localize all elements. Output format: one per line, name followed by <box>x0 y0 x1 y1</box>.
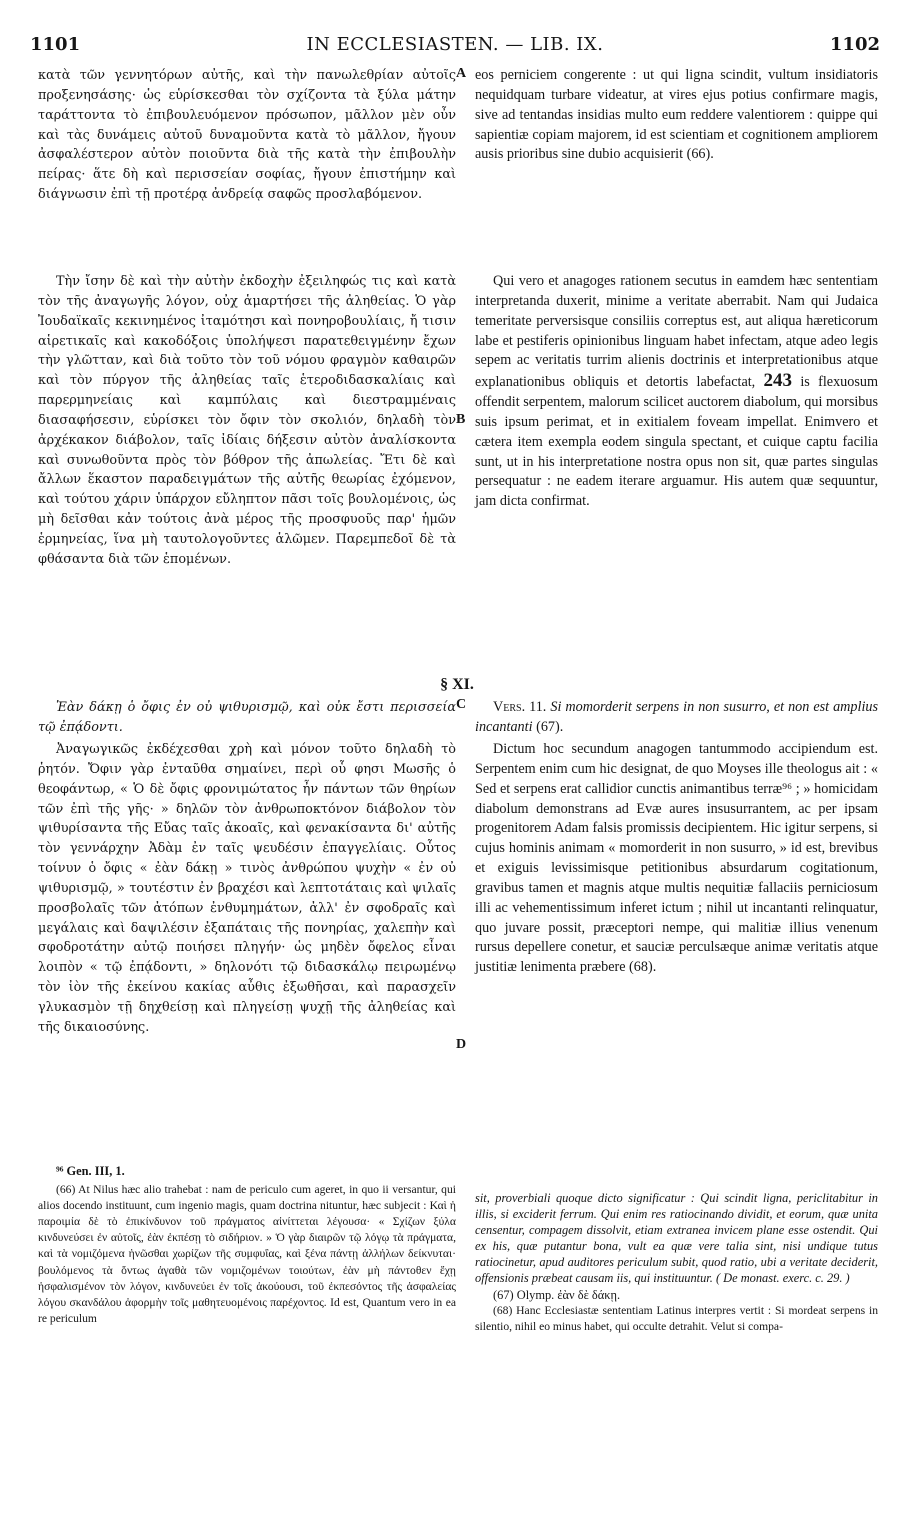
right-column-number: 1102 <box>829 34 880 55</box>
greek-text: Ἀναγωγικῶς ἐκδέχεσθαι χρὴ καὶ μόνον τοῦτο δηλαδὴ τὸ ῥητόν. Ὄφιν γὰρ ἐνταῦθα σημαίνει, περὶ οὗ φησι Μωσῆς ὁ θεοφάντωρ, « Ὁ δὲ ὄφις φρονιμώτατος ἦν πάντων τῶν θηρίων τῶν ἐπὶ τῆς γῆς· » δηλῶν τὸν ἀνθρωποκτόνον διάβολον τὸν ψιθυρίσαντα τῆς Εὔας ταῖς ἀκοαῖς, καὶ φενακίσαντα δι' αὐτῆς τὸν γεννάρχην Ἀδὰμ ἐν ταῖς ψευδέσιν ἐπαγγελίαις. Οὗτος τοίνυν ὁ ὄφις « ἐὰν δάκῃ » τινὸς ἀνθρώπου ψυχὴν « ἐν οὐ ψιθυρισμῷ, » τουτέστιν ἐν βραχέσι καὶ λεπτοτάταις καὶ ψιλαῖς προσβολαῖς τῶν ἀτόπων ἐνθυμημάτων, ἀλλ' ἐν σφοδραῖς καὶ μεγάλαις καὶ δαψιλέσιν ἐξαπάταις τῆς πονηρίας, χαλεπὴν καὶ σφοδροτάτην αὐτῷ ποιήσει πληγήν· ὡς μηδὲν ὄφελος εἶναι λοιπὸν « τῷ ἐπᾴδοντι, » δηλονότι τῷ διδασκάλῳ πειρωμένῳ τὸν ἰὸν τῆς ἐκείνου κακίας αὖθις ἐξωθῆσαι, καὶ παρασχεῖν γλυκασμὸν τῇ δηχθείσῃ καὶ πληγείσῃ ψυχῇ τῆς ἀληθείας καὶ τῆς δικαιοσύνης. <box>38 742 456 1035</box>
verse-label: Vers. 11. <box>493 699 547 715</box>
latin-paragraph-1 <box>475 66 878 165</box>
footnotes-right <box>475 1190 878 1335</box>
greek-paragraph-3 <box>38 740 456 1038</box>
latin-text: Qui vero et anagoges rationem secutus in eamdem hæc sententiam interpretanda duxerit, minime a veritate aberrabit. Nam qui Judaica temeritate perversisque consiliis correptus est, aut aliqua hæreticorum labe et pestiferis opinionibus linguam habet infectam, atque adeo legis sepem ac veritatis turrim alienis doctrinis et interpretationibus atque explanationibus obliquis et detortis labefactat, <box>475 273 878 391</box>
latin-paragraph-2 <box>475 272 878 512</box>
greek-paragraph-2 <box>38 272 456 570</box>
page-number-243: 243 <box>763 370 793 392</box>
greek-verse <box>38 698 456 738</box>
section-heading: § XI. <box>440 676 474 693</box>
margin-letter-b: B <box>456 412 466 427</box>
running-header <box>30 34 880 58</box>
greek-paragraph-1 <box>38 66 456 205</box>
footnote-66-continued: sit, proverbiali quoque dicto significatur : Qui scindit ligna, periclitabitur in illis, si exciderit ferrum. Qui enim res ratiocinando dividit, et eorum, quæ unita censentur, compagem dissolvit, etiam extranea invicem plane esse ostendit. Qui ex his, quæ putantur bona, vult ea quæ vere talia sint, nisi undique tutus ratiocinetur, apud auditores periculum subit, quod ratio, ubi a veritate deciderit, offensionis præbeat causam iis, qui instituuntur. ( De monast. exerc. c. 29. ) <box>475 1191 878 1286</box>
footnote-96: ⁹⁶ Gen. III, 1. <box>56 1164 125 1178</box>
verse-text: Si momorderit serpens in non susurro, et non est amplius incantanti <box>475 699 879 735</box>
greek-text: κατὰ τῶν γεννητόρων αὐτῆς, καὶ τὴν πανωλεθρίαν αὐτοῖς προξενησάσης· ὡς εὑρίσκεσθαι τὸν σχίζοντα τὰ ξύλα μάτην ταράττοντα τὸ ἐπιβουλευόμενον πρόσωπον, μᾶλλον μὲν οὖν καὶ τὰς δυνάμεις αὐτοῦ δυναμοῦντα κατὰ τὸ μᾶλλον, ἤγουν ἀσφαλέστερον αὐτὸν ποιοῦντα διὰ τῆς κατὰ τὴν ἐπιβουλὴν πείρας· ἅτε δὴ καὶ περισσείαν σοφίας, ἤγουν ἐπιστήμην καὶ διάγνωσιν ἐπὶ τῇ προτέρᾳ ἀνδρείᾳ σαφῶς προσλαβόμενον. <box>38 68 456 203</box>
footnote-67: (67) Olymp. ἐὰν δὲ δάκῃ. <box>493 1287 621 1302</box>
margin-letter-d: D <box>456 1037 467 1052</box>
latin-text: Dictum hoc secundum anagogen tantummodo accipiendum est. Serpentem enim cum hic designat, de quo Moyses ille theologus ait : « Sed et serpens erat callidior cunctis animantibus terræ⁹⁶ ; » homicidam diabolum demonstrans ad Evæ aures insusurrantem, ac per ipsam progenitorem Adam falsis promissis decipientem. Hic igitur serpens, si cujus hominis animam « momorderit in non susurro, » id est, brevibus et exiguis levissimisque petitionibus absurdarum cogitationum, gravibus tamen et magnis atque multis nequitiæ fallaciis perniciosum illi ac vehementissimum inferet ictum ; nihil ut incantanti relinquatur, quo juvare possit, præceptori nempe, qui malitiæ illius venenum rursus depellere conetur, et sauciæ perculsæque animæ veritatis atque justitiæ lenimenta præbere (68). <box>475 741 878 976</box>
verse-note-ref: (67). <box>536 718 564 735</box>
margin-letter-a: A <box>456 66 467 81</box>
latin-verse <box>475 698 878 738</box>
latin-text: is flexuosum offendit serpentem, malorum scilicet auctorem diabolum, qui morsibus suis ipsum perimat, et in exitialem foveam impellat. Enimvero et cætera item exempla eodem singula spectant, et cuique captu facilia sunt, ut in his interpretatione nostra opus non sit, quæ partes singulas persequatur : ne eadem iterare arguamur. His autem quæ sequuntur, jam dicta confirmat. <box>475 374 879 510</box>
verse-text: Ἐὰν δάκῃ ὁ ὄφις ἐν οὐ ψιθυρισμῷ, καὶ οὐκ ἔστι περισσεία τῷ ἐπᾴδοντι. <box>38 700 456 735</box>
margin-letter-c: C <box>456 697 467 712</box>
left-column-number: 1101 <box>30 34 81 55</box>
footnotes-left <box>38 1163 456 1327</box>
running-title: IN ECCLESIASTEN. — LIB. IX. <box>306 34 604 55</box>
footnote-66: (66) At Nilus hæc alio trahebat : nam de periculo cum ageret, in quo ii versantur, qui alios docendo instituunt, cum ingenio magis, quam doctrina nituntur, hæc subjecit : Καὶ ἡ παροιμία δὲ τὸ ἐπικίνδυνον τοῦ πράγματος αἰνίττεται λέγουσα· « Σχίζων ξύλα κινδυνεύσει ἐν αὐτοῖς, ἐὰν ἐκπέσῃ τὸ σιδήριον. » Ὁ γὰρ διαιρῶν τῷ λόγῳ τὰ πράγματα, καὶ τὰ νομιζόμενα ἡνῶσθαι χωρίζων τῆς συμφυΐας, καὶ ξένα πάντῃ ἀλλήλων δείκνυται· βουλόμενος τὰ ὄντως ἀγαθὰ τῶν νομιζομένων τοιούτων, ἐὰν μὴ πάντοθεν ἔχῃ ἠσφαλισμένον τὸν λόγον, κινδυνεύει ἐν τοῖς ἀκούουσι, τοῦ ἐκπεσόντος τῆς ἀσφαλείας λόγου σκανδάλου ἀφορμὴν τοῖς μαθητευομένοις παρέχοντος. Id est, Quantum vero in ea re periculum <box>38 1183 456 1325</box>
latin-paragraph-3 <box>475 740 878 978</box>
greek-text: Τὴν ἴσην δὲ καὶ τὴν αὐτὴν ἐκδοχὴν ἐξειληφώς τις καὶ κατὰ τὸν τῆς ἀναγωγῆς λόγον, οὐχ ἁμαρτήσει τῆς ἀληθείας. Ὁ γὰρ Ἰουδαϊκαῖς κεκινημένος ἰταμότησι καὶ πονηροβουλίαις, ἤ τισιν αἱρετικαῖς καὶ κακοδόξοις ὑπολήψεσι παρατεθειγμένην ἔχων τὴν γλῶτταν, καὶ διὰ τοῦτο τὸν τοῦ νόμου φραγμὸν καθαιρῶν καὶ τὸν πύργον τῆς ἀληθείας ταῖς ἑτεροδιδασκαλίαις καὶ παρερμηνείαις καὶ καμπύλαις καὶ διεστραμμέναις διασαφήσεσιν, εὑρίσκει τὸν ὄφιν τὸν σκολιόν, δηλαδὴ τὸν ἀρχέκακον διάβολον, ταῖς ἰδίαις δήξεσιν αὐτὸν ἀναλίσκοντα καὶ συνωθοῦντα πρὸς τὸν βόθρον τῆς ἀπωλείας. Ἔτι δὲ καὶ ἄλλων ἕκαστον παραδειγμάτων τῆς αὐτῆς θεωρίας ἐχόμενον, καὶ τούτου χάριν ὑπάρχον εὔληπτον πᾶσι τοῖς βουλομένοις, ὡς μὴ δεῖσθαι κἀν τούτοις ἀνὰ μέρος τῆς προσφυοῦς παρ' ἡμῶν ἑρμηνείας, ἵνα μὴ ταυτολογοῦντες ἁλῶμεν. Παρεμπεδοῖ δὲ τὰ φθάσαντα διὰ τῶν ἑπομένων. <box>38 274 456 567</box>
latin-text: eos perniciem congerente : ut qui ligna scindit, vultum insidiatoris nequidquam turbare videatur, at vires ejus potius confirmare magis, sive ad tentandas insidias multo eum reddere valentiorem : quippe qui sapientiæ copiam majorem, id est scientiam et cognitionem ampliorem ausis prioribus sine dubio acquisierit (66). <box>475 67 878 163</box>
footnote-68: (68) Hanc Ecclesiastæ sententiam Latinus interpres vertit : Si mordeat serpens in silentio, nihil eo minus habet, qui occulte detrahit. Velut si compa- <box>475 1303 878 1333</box>
